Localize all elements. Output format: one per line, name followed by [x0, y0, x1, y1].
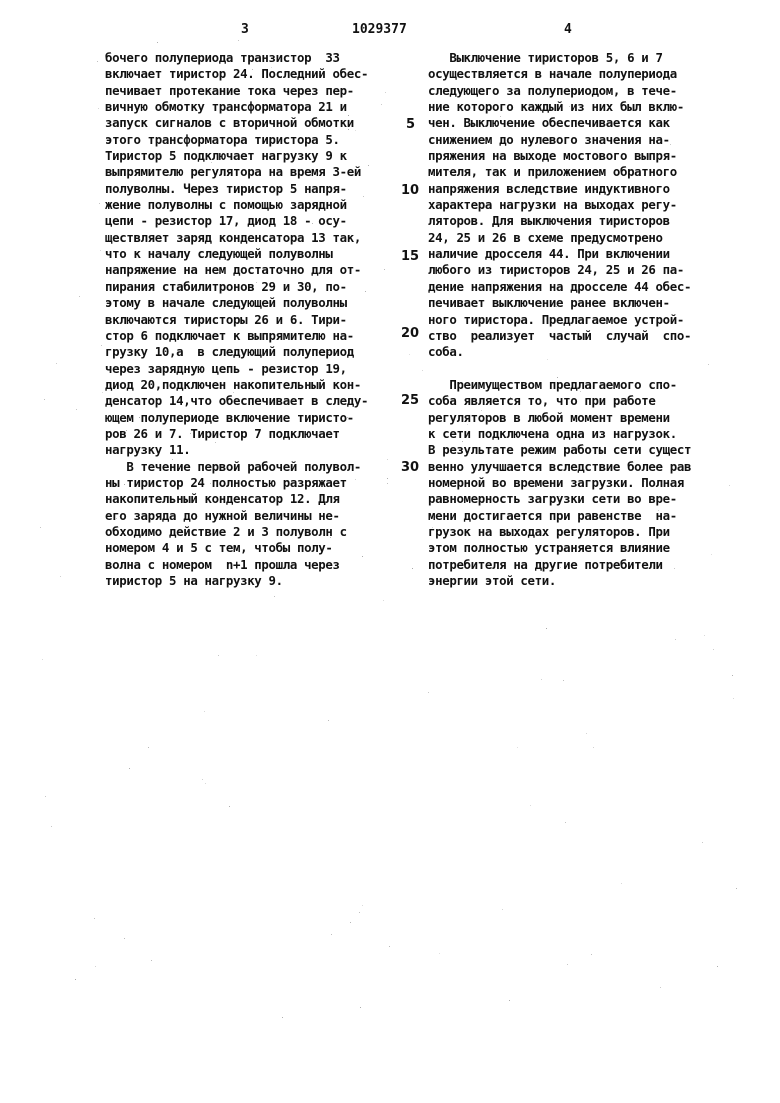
speck [202, 779, 203, 780]
speck [124, 484, 125, 485]
speck [218, 655, 219, 656]
patent-number: 1029377 [352, 22, 407, 37]
text-line: 24, 25 и 26 в схеме предусмотрено [428, 230, 691, 246]
text-line: диод 20,подключен накопительный кон- [105, 377, 368, 393]
speck [350, 922, 351, 923]
speck [347, 417, 348, 418]
speck [713, 649, 714, 650]
speck [45, 796, 46, 797]
page-number-left: 3 [241, 22, 249, 37]
text-line: соба является то, что при работе [428, 393, 691, 409]
margin-line-number: 5 [406, 117, 415, 132]
speck [412, 568, 413, 569]
speck [215, 442, 216, 443]
text-line: Преимуществом предлагаемого спо- [428, 377, 691, 393]
speck [51, 826, 52, 827]
speck [363, 196, 364, 197]
speck [330, 537, 331, 538]
speck [409, 354, 410, 355]
speck [517, 747, 518, 748]
speck [569, 106, 570, 107]
speck [348, 129, 349, 130]
speck [95, 966, 96, 967]
text-line: ров 26 и 7. Тиристор 7 подключает [105, 426, 368, 442]
speck [210, 483, 211, 484]
speck [567, 964, 568, 965]
speck [549, 143, 550, 144]
speck [381, 104, 382, 105]
speck [274, 596, 275, 597]
speck [476, 126, 477, 127]
speck [670, 144, 671, 145]
speck [94, 918, 95, 919]
text-line: напряжение на нем достаточно для от- [105, 262, 368, 278]
speck [481, 410, 482, 411]
speck [387, 478, 388, 479]
margin-line-number: 20 [401, 326, 419, 341]
speck [348, 115, 349, 116]
speck [140, 187, 141, 188]
text-line: тиристор 5 на нагрузку 9. [105, 573, 368, 589]
text-line: регуляторов в любой момент времени [428, 410, 691, 426]
text-line: характера нагрузки на выходах регу- [428, 197, 691, 213]
speck [565, 822, 566, 823]
speck [557, 377, 558, 378]
speck [282, 1017, 283, 1018]
speck [556, 306, 557, 307]
speck [389, 946, 390, 947]
speck [355, 479, 356, 480]
speck [201, 336, 202, 337]
speck [233, 392, 234, 393]
speck [541, 679, 542, 680]
text-line: ны тиристор 24 полностью разряжает [105, 475, 368, 491]
speck [621, 883, 622, 884]
speck [621, 218, 622, 219]
text-line: что к началу следующей полуволны [105, 246, 368, 262]
speck [510, 397, 511, 398]
text-line: снижением до нулевого значения на- [428, 132, 691, 148]
text-line: ство реализует частый случай спо- [428, 328, 691, 344]
text-line: соба. [428, 344, 691, 360]
speck [711, 554, 712, 555]
text-line: энергии этой сети. [428, 573, 691, 589]
speck [229, 806, 230, 807]
text-line: осуществляется в начале полупериода [428, 66, 691, 82]
text-line: нагрузку 11. [105, 442, 368, 458]
speck [547, 359, 548, 360]
text-line: Выключение тиристоров 5, 6 и 7 [428, 50, 691, 66]
speck [360, 1007, 361, 1008]
speck [271, 67, 272, 68]
margin-line-number: 25 [401, 393, 419, 408]
text-line: потребителя на другие потребители [428, 557, 691, 573]
speck [172, 459, 173, 460]
speck [238, 40, 239, 41]
speck [135, 204, 136, 205]
speck [530, 805, 531, 806]
speck [256, 282, 257, 283]
text-line: вичную обмотку трансформатора 21 и [105, 99, 368, 115]
text-line: следующего за полупериодом, в тече- [428, 83, 691, 99]
right-text-column [428, 50, 691, 589]
speck [621, 208, 622, 209]
text-line: любого из тиристоров 24, 25 и 26 па- [428, 262, 691, 278]
text-line: стор 6 подключает к выпрямителю на- [105, 328, 368, 344]
speck [502, 531, 503, 532]
speck [196, 430, 197, 431]
speck [660, 987, 661, 988]
speck [462, 441, 463, 442]
speck [365, 291, 366, 292]
speck [732, 675, 733, 676]
speck [675, 639, 676, 640]
speck [702, 842, 703, 843]
speck [658, 510, 659, 511]
text-line: волна с номером n+1 прошла через [105, 557, 368, 573]
speck [661, 384, 662, 385]
speck [98, 108, 99, 109]
speck [102, 392, 103, 393]
speck [496, 176, 497, 177]
speck [546, 628, 547, 629]
speck [580, 391, 581, 392]
speck [126, 430, 127, 431]
speck [256, 655, 257, 656]
speck [124, 938, 125, 939]
speck [708, 364, 709, 365]
text-line: печивает протекание тока через пер- [105, 83, 368, 99]
text-line: Тиристор 5 подключает нагрузку 9 к [105, 148, 368, 164]
text-line: мени достигается при равенстве на- [428, 508, 691, 524]
text-line: этому в начале следующей полуволны [105, 295, 368, 311]
margin-line-number: 10 [401, 183, 419, 198]
speck [717, 966, 718, 967]
speck [674, 568, 675, 569]
speck [101, 345, 102, 346]
text-line [428, 361, 691, 377]
speck [559, 496, 560, 497]
text-line: запуск сигналов с вторичной обмотки [105, 115, 368, 131]
text-line: пряжения на выходе мостового выпря- [428, 148, 691, 164]
speck [100, 250, 101, 251]
speck [312, 223, 313, 224]
speck [355, 130, 356, 131]
text-line: полуволны. Через тиристор 5 напря- [105, 181, 368, 197]
speck [362, 905, 363, 906]
text-line: включает тиристор 24. Последний обес- [105, 66, 368, 82]
speck [560, 567, 561, 568]
text-line: В течение первой рабочей полувол- [105, 459, 368, 475]
speck [383, 600, 384, 601]
speck [139, 417, 140, 418]
text-line: ществляет заряд конденсатора 13 так, [105, 230, 368, 246]
speck [76, 409, 77, 410]
text-line: через зарядную цепь - резистор 19, [105, 361, 368, 377]
speck [432, 527, 433, 528]
text-line: номерной во времени загрузки. Полная [428, 475, 691, 491]
speck [328, 352, 329, 353]
speck [449, 171, 450, 172]
text-line: мителя, так и приложением обратного [428, 164, 691, 180]
speck [40, 527, 41, 528]
text-line: грузку 10,а в следующий полупериод [105, 344, 368, 360]
speck [204, 711, 205, 712]
speck [667, 304, 668, 305]
text-line: жение полуволны с помощью зарядной [105, 197, 368, 213]
left-text-column [105, 50, 368, 589]
text-line: ние которого каждый из них был вклю- [428, 99, 691, 115]
speck [252, 69, 253, 70]
speck [513, 208, 514, 209]
speck [704, 635, 705, 636]
speck [97, 61, 98, 62]
speck [467, 424, 468, 425]
text-line: этом полностью устраняется влияние [428, 540, 691, 556]
speck [500, 116, 501, 117]
speck [422, 370, 423, 371]
speck [60, 576, 61, 577]
speck [75, 979, 76, 980]
text-line: денсатор 14,что обеспечивает в следу- [105, 393, 368, 409]
speck [44, 399, 45, 400]
text-line: этого трансформатора тиристора 5. [105, 132, 368, 148]
speck [151, 960, 152, 961]
text-line: обходимо действие 2 и 3 полуволн с [105, 524, 368, 540]
text-line: к сети подключена одна из нагрузок. [428, 426, 691, 442]
speck [733, 698, 734, 699]
text-line: его заряда до нужной величины не- [105, 508, 368, 524]
text-line: ного тиристора. Предлагаемое устрой- [428, 312, 691, 328]
speck [129, 768, 130, 769]
speck [593, 747, 594, 748]
text-line: напряжения вследствие индуктивного [428, 181, 691, 197]
speck [387, 459, 388, 460]
speck [439, 953, 440, 954]
speck [291, 117, 292, 118]
text-line: выпрямителю регулятора на время 3-ей [105, 164, 368, 180]
speck [210, 90, 211, 91]
speck [387, 483, 388, 484]
speck [118, 368, 119, 369]
text-line: ляторов. Для выключения тиристоров [428, 213, 691, 229]
text-line: накопительный конденсатор 12. Для [105, 491, 368, 507]
speck [384, 269, 385, 270]
text-line: грузок на выходах регуляторов. При [428, 524, 691, 540]
speck [281, 271, 282, 272]
speck [42, 659, 43, 660]
text-line: наличие дросселя 44. При включении [428, 246, 691, 262]
speck [591, 954, 592, 955]
speck [509, 1000, 510, 1001]
text-line: печивает выключение ранее включен- [428, 295, 691, 311]
speck [328, 720, 329, 721]
speck [157, 42, 158, 43]
speck [56, 363, 57, 364]
speck [79, 296, 80, 297]
speck [644, 481, 645, 482]
speck [211, 162, 212, 163]
page-number-right: 4 [564, 22, 572, 37]
speck [359, 912, 360, 913]
text-line: бочего полупериода транзистор 33 [105, 50, 368, 66]
speck [148, 747, 149, 748]
speck [469, 580, 470, 581]
text-line: В результате режим работы сети сущест [428, 442, 691, 458]
speck [586, 733, 587, 734]
speck [99, 203, 100, 204]
speck [368, 165, 369, 166]
text-line: чен. Выключение обеспечивается как [428, 115, 691, 131]
speck [502, 909, 503, 910]
speck [116, 518, 117, 519]
text-line: венно улучшается вследствие более рав [428, 459, 691, 475]
text-line: цепи - резистор 17, диод 18 - осу- [105, 213, 368, 229]
text-line: включаются тиристоры 26 и 6. Тири- [105, 312, 368, 328]
speck [327, 324, 328, 325]
speck [563, 680, 564, 681]
margin-line-number: 15 [401, 249, 419, 264]
speck [362, 556, 363, 557]
margin-line-number: 30 [401, 460, 419, 475]
speck [385, 92, 386, 93]
speck [736, 888, 737, 889]
speck [438, 255, 439, 256]
speck [190, 433, 191, 434]
text-line: равномерность загрузки сети во вре- [428, 491, 691, 507]
speck [205, 783, 206, 784]
speck [729, 485, 730, 486]
text-line: номером 4 и 5 с тем, чтобы полу- [105, 540, 368, 556]
speck [331, 934, 332, 935]
speck [510, 320, 511, 321]
text-line: дение напряжения на дросселе 44 обес- [428, 279, 691, 295]
speck [428, 692, 429, 693]
text-line: ющем полупериоде включение тиристо- [105, 410, 368, 426]
text-line: пирания стабилитронов 29 и 30, по- [105, 279, 368, 295]
